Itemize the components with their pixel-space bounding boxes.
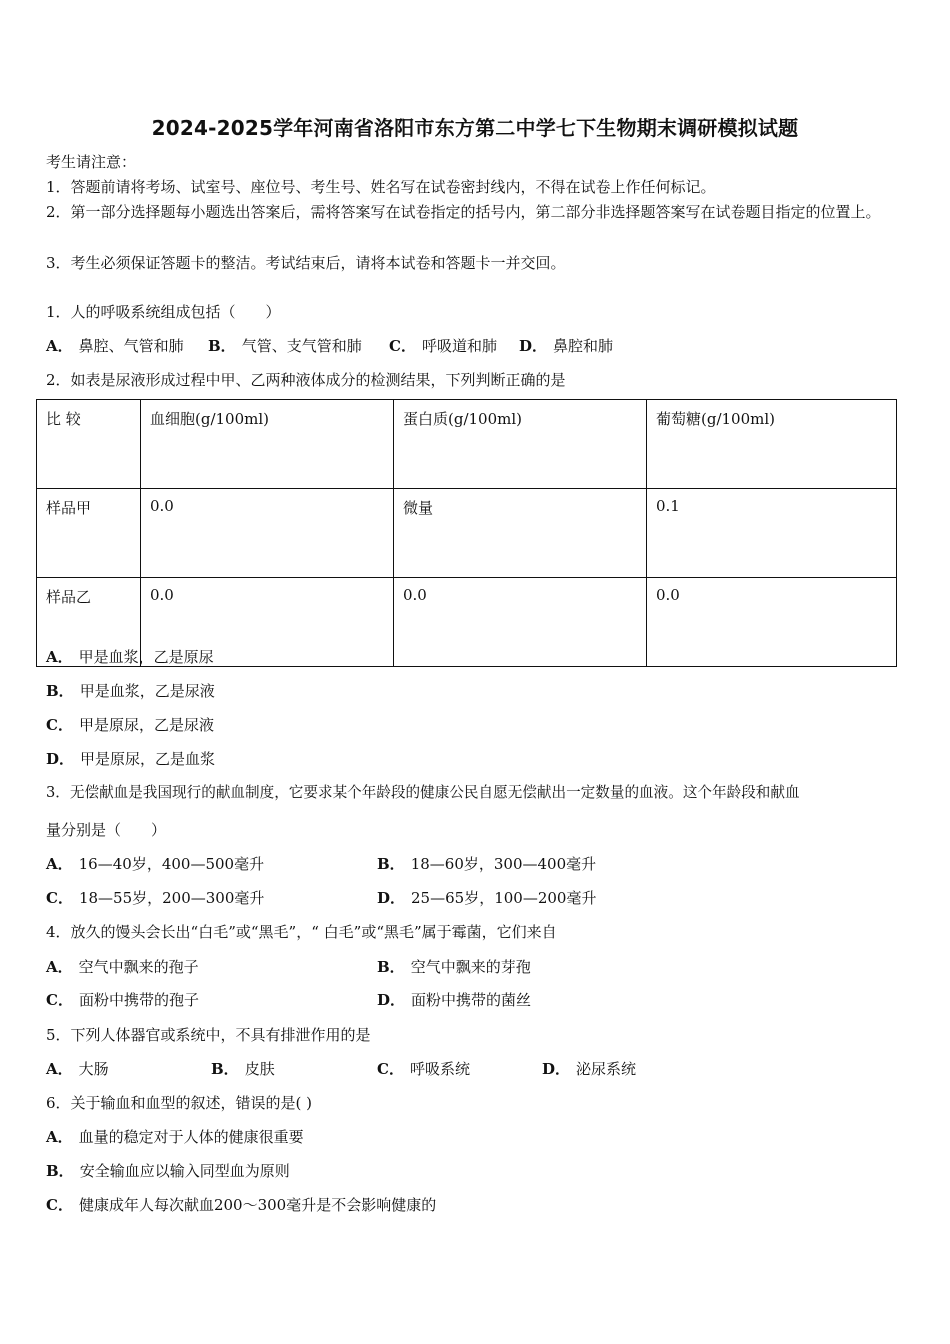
option-key: D． xyxy=(519,337,548,355)
table-header-row xyxy=(37,400,897,489)
q2-option-d[interactable] xyxy=(46,749,215,769)
question-2-stem: 2．如表是尿液形成过程中甲、乙两种液体成分的检测结果，下列判断正确的是 xyxy=(46,371,566,389)
option-text: 安全输血应以输入同型血为原则 xyxy=(79,1162,290,1180)
option-key: D． xyxy=(377,889,406,907)
option-key: A． xyxy=(46,648,73,666)
option-key: B． xyxy=(208,337,236,355)
exam-title: 2024-2025学年河南省洛阳市东方第二中学七下生物期末调研模拟试题 xyxy=(151,116,799,140)
table-header-cell: 比 较 xyxy=(37,400,141,489)
option-key: B． xyxy=(377,958,405,976)
option-key: D． xyxy=(377,991,406,1009)
q5-option-a[interactable] xyxy=(46,1059,109,1079)
option-text: 呼吸系统 xyxy=(409,1060,470,1078)
q4-option-d[interactable] xyxy=(377,990,531,1010)
option-text: 气管、支气管和肺 xyxy=(241,337,362,355)
option-text: 血量的稳定对于人体的健康很重要 xyxy=(78,1128,304,1146)
q2-option-b[interactable] xyxy=(46,681,215,701)
option-text: 健康成年人每次献血200～300毫升是不会影响健康的 xyxy=(78,1196,437,1214)
option-key: D． xyxy=(542,1060,571,1078)
option-key: B． xyxy=(211,1060,239,1078)
option-text: 甲是血浆，乙是原尿 xyxy=(78,648,214,666)
option-text: 皮肤 xyxy=(244,1060,275,1078)
option-key: A． xyxy=(46,855,73,873)
option-key: A． xyxy=(46,337,73,355)
q5-option-b[interactable] xyxy=(211,1059,275,1079)
option-key: C． xyxy=(389,337,416,355)
option-text: 16—40岁，400—500毫升 xyxy=(78,855,265,873)
option-text: 甲是原尿，乙是尿液 xyxy=(78,716,214,734)
option-text: 大肠 xyxy=(78,1060,109,1078)
q3-option-a[interactable] xyxy=(46,854,264,874)
q5-option-c[interactable] xyxy=(377,1059,470,1079)
q5-option-d[interactable] xyxy=(542,1059,636,1079)
q1-option-d[interactable] xyxy=(519,336,613,356)
option-text: 25—65岁，100—200毫升 xyxy=(411,889,597,907)
option-text: 鼻腔、气管和肺 xyxy=(78,337,184,355)
table-cell: 0.0 xyxy=(647,578,897,667)
table-cell: 样品甲 xyxy=(37,489,141,578)
option-text: 面粉中携带的孢子 xyxy=(78,991,199,1009)
table-cell: 0.0 xyxy=(394,578,647,667)
option-text: 面粉中携带的菌丝 xyxy=(411,991,532,1009)
q3-option-d[interactable] xyxy=(377,888,596,908)
notice-item-1: 1．答题前请将考场、试室号、座位号、考生号、姓名写在试卷密封线内，不得在试卷上作任何标记。 xyxy=(46,178,716,196)
q1-option-c[interactable] xyxy=(389,336,497,356)
option-text: 18—55岁，200—300毫升 xyxy=(78,889,265,907)
option-key: A． xyxy=(46,1060,73,1078)
option-key: C． xyxy=(46,1196,73,1214)
question-3-stem-line1: 3．无偿献血是我国现行的献血制度，它要求某个年龄段的健康公民自愿无偿献出一定数量的血液。这个年龄段和献血 xyxy=(46,784,800,801)
option-key: C． xyxy=(46,889,73,907)
question-4-stem: 4．放久的馒头会长出“白毛”或“黑毛”，“ 白毛”或“黑毛”属于霉菌，它们来自 xyxy=(46,923,557,941)
option-key: C． xyxy=(377,1060,404,1078)
q2-option-a[interactable] xyxy=(46,647,214,667)
table-header-cell: 血细胞(g/100ml) xyxy=(141,400,394,489)
table-header-cell: 蛋白质(g/100ml) xyxy=(394,400,647,489)
option-text: 甲是原尿，乙是血浆 xyxy=(80,750,216,768)
urine-composition-table xyxy=(36,399,897,667)
option-key: B． xyxy=(46,682,74,700)
q1-option-b[interactable] xyxy=(208,336,362,356)
option-key: A． xyxy=(46,1128,73,1146)
question-3-stem-line2: 量分别是（ ） xyxy=(46,821,167,839)
notice-heading: 考生请注意： xyxy=(46,153,137,171)
option-key: B． xyxy=(46,1162,74,1180)
option-text: 鼻腔和肺 xyxy=(553,337,614,355)
option-key: D． xyxy=(46,750,75,768)
question-1-stem: 1．人的呼吸系统组成包括（ ） xyxy=(46,303,281,321)
q3-option-b[interactable] xyxy=(377,854,596,874)
option-key: B． xyxy=(377,855,405,873)
notice-item-2: 2．第一部分选择题每小题选出答案后，需将答案写在试卷指定的括号内，第二部分非选择题答案写在试卷题目指定的位置上。 xyxy=(46,203,881,221)
option-key: A． xyxy=(46,958,73,976)
option-text: 呼吸道和肺 xyxy=(421,337,497,355)
q3-option-c[interactable] xyxy=(46,888,264,908)
table-cell: 样品乙 xyxy=(37,578,141,667)
table-cell: 0.0 xyxy=(141,489,394,578)
question-6-stem: 6．关于输血和血型的叙述，错误的是( ) xyxy=(46,1094,313,1112)
q4-option-a[interactable] xyxy=(46,957,199,977)
option-key: C． xyxy=(46,991,73,1009)
table-row xyxy=(37,489,897,578)
table-cell: 0.0 xyxy=(141,578,394,667)
question-5-stem: 5．下列人体器官或系统中，不具有排泄作用的是 xyxy=(46,1026,371,1044)
q6-option-a[interactable] xyxy=(46,1127,304,1147)
option-text: 泌尿系统 xyxy=(576,1060,637,1078)
q1-option-a[interactable] xyxy=(46,336,184,356)
q6-option-b[interactable] xyxy=(46,1161,290,1181)
option-text: 18—60岁，300—400毫升 xyxy=(410,855,597,873)
table-cell: 0.1 xyxy=(647,489,897,578)
q2-option-c[interactable] xyxy=(46,715,214,735)
option-text: 空气中飘来的孢子 xyxy=(78,958,199,976)
option-text: 空气中飘来的芽孢 xyxy=(410,958,531,976)
table-cell: 微量 xyxy=(394,489,647,578)
q4-option-b[interactable] xyxy=(377,957,531,977)
q4-option-c[interactable] xyxy=(46,990,199,1010)
q6-option-c[interactable] xyxy=(46,1195,436,1215)
option-key: C． xyxy=(46,716,73,734)
notice-item-3: 3．考生必须保证答题卡的整洁。考试结束后，请将本试卷和答题卡一并交回。 xyxy=(46,254,566,272)
table-header-cell: 葡萄糖(g/100ml) xyxy=(647,400,897,489)
option-text: 甲是血浆，乙是尿液 xyxy=(79,682,215,700)
